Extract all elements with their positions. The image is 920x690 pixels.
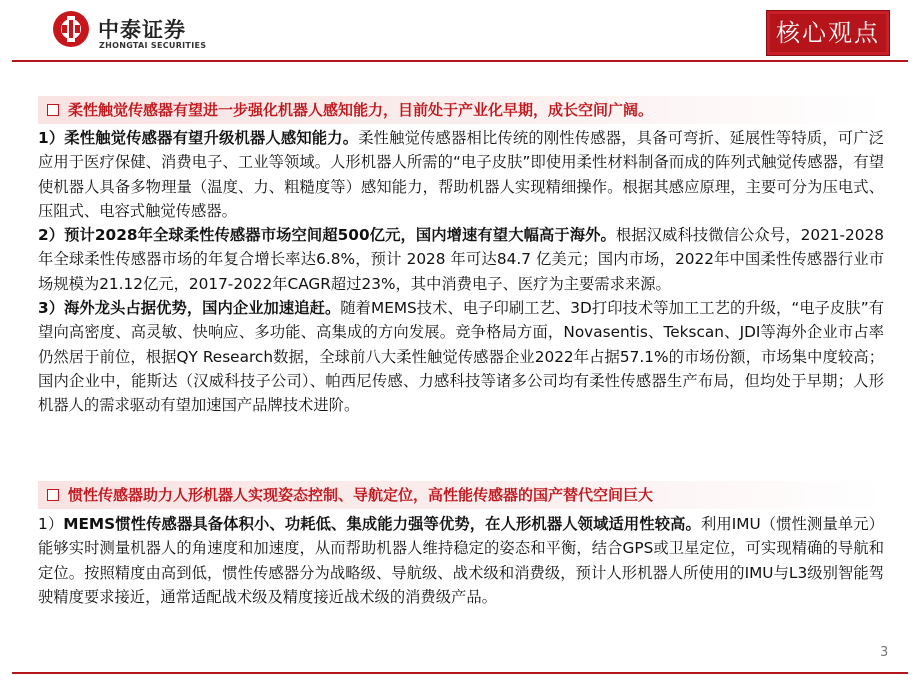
- section-heading: [38, 96, 884, 124]
- section-heading-text: 柔性触觉传感器有望进一步强化机器人感知能力，目前处于产业化早期，成长空间广阔。: [68, 101, 654, 119]
- checkbox-bullet-icon: [47, 489, 59, 501]
- paragraph: [38, 512, 884, 609]
- paragraph: [38, 126, 884, 223]
- paragraph-body: 根据汉威科技微信公众号，2021-2028 年全球柔性传感器市场的年复合增长率达6.8%，预计 2028 年可达84.7 亿美元；国内市场，2022年中国柔性传感器行业市场规模为21.12亿元，2017-2022年CAGR超过23%，其中消费电子、医疗为主要需求来源。: [38, 226, 884, 293]
- section-inertial-sensors: [38, 481, 884, 609]
- paragraph-number: 1）: [38, 515, 64, 533]
- paragraph-body: 利用IMU（惯性测量单元）能够实时测量机器人的角速度和加速度，从而帮助机器人维持稳定的姿态和平衡，结合GPS或卫星定位，可实现精确的导航和定位。按照精度由高到低，惯性传感器分为战略级、导航级、战术级和消费级，预计人形机器人所使用的IMU与L3级别智能驾驶精度要求接近，通常适配战术级及精度接近战术级的消费级产品。: [38, 515, 884, 606]
- header-divider: [12, 60, 908, 62]
- section-heading: [38, 481, 884, 509]
- zhongtai-logo-icon: [52, 10, 90, 48]
- brand-name-en: ZHONGTAI SECURITIES: [99, 41, 207, 50]
- checkbox-bullet-icon: [47, 104, 59, 116]
- paragraph-body: 柔性触觉传感器相比传统的刚性传感器，具备可弯折、延展性等特质，可广泛应用于医疗保健、消费电子、工业等领域。人形机器人所需的“电子皮肤”即使用柔性材料制备而成的阵列式触觉传感器，有望使机器人具备多物理量（温度、力、粗糙度等）感知能力，帮助机器人实现精细操作。根据其感应原理，主要可分为压电式、压阻式、电容式触觉传感器。: [38, 129, 884, 220]
- section-flexible-sensors: [38, 96, 884, 418]
- slide-title: 核心观点: [766, 10, 890, 56]
- paragraph-body: 随着MEMS技术、电子印刷工艺、3D打印技术等加工工艺的升级，“电子皮肤”有望向高密度、高灵敏、快响应、多功能、高集成的方向发展。竞争格局方面，Novasentis、Tekscan、JDI等海外企业市占率仍然居于前位，根据QY Research数据，全球前八大柔性触觉传感器企业2022年占据57.1%的市场份额，市场集中度较高；国内企业中，能斯达（汉威科技子公司）、帕西尼传感、力感科技等诸多公司均有柔性传感器生产布局，但均处于早期；人形机器人的需求驱动有望加速国产品牌技术进阶。: [38, 299, 884, 415]
- paragraph: [38, 296, 884, 417]
- section-heading-text: 惯性传感器助力人形机器人实现姿态控制、导航定位，高性能传感器的国产替代空间巨大: [68, 486, 654, 504]
- paragraph-lead: 2）预计2028年全球柔性传感器市场空间超500亿元，国内增速有望大幅高于海外。: [38, 226, 616, 245]
- paragraph-lead: 3）海外龙头占据优势，国内企业加速追赶。: [38, 299, 341, 318]
- brand-name-cn: 中泰证券: [98, 18, 186, 42]
- paragraph-lead: 1）柔性触觉传感器有望升级机器人感知能力。: [38, 129, 359, 147]
- company-logo: [52, 10, 212, 54]
- paragraph-lead: MEMS惯性传感器具备体积小、功耗低、集成能力强等优势，在人形机器人领域适用性较高。: [63, 515, 701, 533]
- page-number: 3: [880, 645, 889, 660]
- footer-divider: [12, 672, 908, 674]
- paragraph: [38, 223, 884, 296]
